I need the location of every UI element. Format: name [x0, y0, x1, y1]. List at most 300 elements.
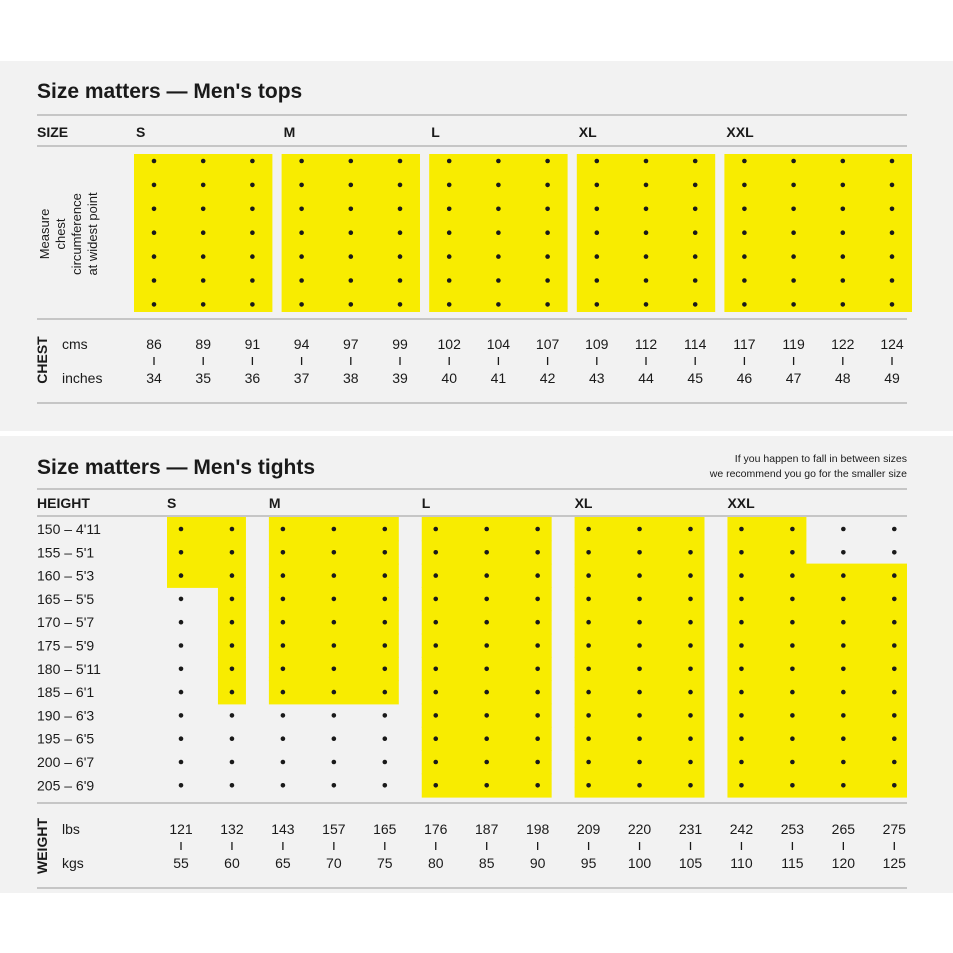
tights-dot: [688, 690, 693, 695]
tights-dot: [892, 573, 897, 578]
tights-dot: [841, 550, 846, 555]
lbs-value: 157: [322, 821, 346, 837]
height-label: 205 – 6'9: [37, 777, 95, 794]
tights-dot: [637, 620, 642, 625]
height-label: 185 – 6'1: [37, 684, 95, 701]
tops-dot: [791, 183, 796, 188]
tights-dot: [841, 713, 846, 718]
tops-dot: [841, 207, 846, 212]
tights-dot: [332, 597, 337, 602]
inches-value: 38: [343, 370, 359, 386]
tights-dot: [484, 690, 489, 695]
tights-size-labels: [167, 495, 755, 511]
inches-value: 49: [884, 370, 900, 386]
tights-dot: [892, 760, 897, 765]
tights-dot: [535, 643, 540, 648]
tights-dot: [332, 620, 337, 625]
tights-dot: [383, 597, 388, 602]
kgs-value: 70: [326, 855, 342, 871]
kgs-value: 120: [831, 855, 856, 871]
tops-dot: [545, 302, 550, 307]
tights-region-XXL: [727, 680, 907, 704]
tights-dot: [433, 760, 438, 765]
tops-chest-values: [146, 336, 904, 386]
tops-dot: [250, 302, 255, 307]
tights-dot: [841, 667, 846, 672]
cms-value: 94: [293, 336, 310, 352]
tights-dot: [739, 667, 744, 672]
tops-dot: [201, 302, 206, 307]
tops-dot: [644, 302, 649, 307]
tights-dot: [586, 620, 591, 625]
tights-region-XXL: [727, 750, 907, 774]
tights-dot: [892, 736, 897, 741]
cms-value: 102: [437, 336, 461, 352]
tights-dot: [892, 690, 897, 695]
tops-size-L: L: [431, 124, 440, 140]
tights-dot: [484, 713, 489, 718]
tights-dot: [790, 713, 795, 718]
tights-dot: [383, 667, 388, 672]
cms-value: 114: [684, 336, 707, 352]
kgs-value: 65: [275, 855, 291, 871]
tights-dot: [892, 643, 897, 648]
tops-dot: [545, 183, 550, 188]
tights-dot: [281, 667, 286, 672]
tights-dot: [637, 713, 642, 718]
tops-dot: [644, 254, 649, 259]
tights-dot: [179, 667, 184, 672]
kgs-value: 90: [529, 855, 546, 871]
note-line-2: we recommend you go for the smaller size: [709, 468, 907, 480]
tops-dot: [447, 230, 452, 235]
tights-dot: [841, 760, 846, 765]
tops-dot: [841, 230, 846, 235]
inches-value: 34: [146, 370, 162, 386]
tops-dot: [299, 278, 304, 283]
height-label: 195 – 6'5: [37, 730, 95, 747]
tights-dot: [790, 736, 795, 741]
tops-dot: [890, 159, 895, 164]
tights-dot: [332, 783, 337, 788]
note-line-1: If you happen to fall in between sizes: [734, 453, 907, 465]
tights-dot: [383, 736, 388, 741]
tights-dot: [332, 550, 337, 555]
tops-dot: [349, 254, 354, 259]
tights-dot: [739, 597, 744, 602]
tops-size-XXL: XXL: [726, 124, 754, 140]
lbs-value: 231: [678, 821, 703, 837]
tights-region-XXL: [727, 657, 907, 681]
kgs-value: 75: [377, 855, 393, 871]
tops-dot: [250, 207, 255, 212]
weight-label: WEIGHT: [34, 818, 50, 874]
inches-value: 48: [835, 370, 851, 386]
height-label: 155 – 5'1: [37, 544, 95, 561]
tights-dot: [281, 736, 286, 741]
tights-dot: [179, 643, 184, 648]
measure-line-1: Measure: [37, 208, 52, 260]
inches-value: 43: [589, 370, 605, 386]
tights-dot: [230, 643, 235, 648]
tights-dot: [535, 736, 540, 741]
inches-value: 37: [293, 370, 310, 386]
tights-dot: [586, 573, 591, 578]
tops-dot: [447, 302, 452, 307]
tights-dot: [586, 760, 591, 765]
tights-dot: [688, 550, 693, 555]
tights-dot: [484, 527, 489, 532]
tights-dot: [230, 667, 235, 672]
tops-dot: [791, 207, 796, 212]
tights-dot: [332, 667, 337, 672]
tops-dot: [693, 183, 698, 188]
tops-dot: [496, 207, 501, 212]
tights-dot: [332, 736, 337, 741]
tops-dot: [496, 278, 501, 283]
tops-dot: [742, 159, 747, 164]
tights-dot: [739, 527, 744, 532]
tights-dot: [484, 597, 489, 602]
tights-dot: [230, 690, 235, 695]
tights-dot: [281, 760, 286, 765]
lbs-value: 275: [882, 821, 906, 837]
tops-dot: [398, 302, 403, 307]
tights-region-XXL: [727, 773, 907, 797]
tights-dot: [688, 643, 693, 648]
tights-dot: [739, 783, 744, 788]
tights-size-regions: [167, 517, 907, 798]
tights-dot: [841, 620, 846, 625]
tops-dot: [693, 254, 698, 259]
tights-dot: [179, 783, 184, 788]
tights-dot: [841, 736, 846, 741]
inches-value: 41: [490, 370, 507, 386]
tops-dot: [742, 254, 747, 259]
tops-dot: [545, 278, 550, 283]
tops-dot: [545, 159, 550, 164]
cms-label: cms: [62, 336, 88, 352]
tops-dot: [447, 207, 452, 212]
tops-dot: [496, 254, 501, 259]
tights-dot: [332, 527, 337, 532]
tops-dot: [299, 230, 304, 235]
tights-dot: [739, 690, 744, 695]
tops-dot: [791, 278, 796, 283]
tops-dot: [201, 254, 206, 259]
tights-dot: [892, 667, 897, 672]
tops-dot: [496, 159, 501, 164]
tights-dot: [790, 550, 795, 555]
tights-dot: [892, 597, 897, 602]
tights-dot: [586, 713, 591, 718]
tops-dot: [152, 207, 157, 212]
tops-dot: [250, 254, 255, 259]
tights-dot: [230, 527, 235, 532]
tights-dot: [688, 620, 693, 625]
tights-dot: [637, 760, 642, 765]
tights-dot: [179, 690, 184, 695]
tights-dot: [484, 760, 489, 765]
tops-dot: [398, 207, 403, 212]
tights-dot: [637, 783, 642, 788]
tights-dot: [637, 690, 642, 695]
cms-value: 112: [634, 336, 658, 352]
tights-dot: [281, 783, 286, 788]
tights-dot: [535, 620, 540, 625]
tights-dot: [790, 783, 795, 788]
tops-dot: [545, 254, 550, 259]
tights-dot: [281, 597, 286, 602]
tops-dot: [447, 254, 452, 259]
tights-dot: [332, 573, 337, 578]
lbs-value: 220: [627, 821, 652, 837]
tights-dot: [790, 690, 795, 695]
tights-dot: [230, 550, 235, 555]
tops-dot: [349, 207, 354, 212]
tights-dot: [281, 643, 286, 648]
tights-dot: [739, 643, 744, 648]
inches-label: inches: [62, 370, 103, 386]
tops-dot: [644, 278, 649, 283]
cms-value: 119: [782, 336, 805, 352]
tops-dot: [890, 230, 895, 235]
tights-region-XXL: [727, 564, 907, 588]
tops-dot: [742, 183, 747, 188]
tops-dot: [496, 302, 501, 307]
tights-dot: [688, 783, 693, 788]
tights-dot: [586, 643, 591, 648]
tights-size-XXL: XXL: [727, 495, 755, 511]
tops-dot: [644, 207, 649, 212]
measure-line-4: at widest point: [85, 192, 100, 276]
lbs-value: 176: [424, 821, 448, 837]
tights-dot: [230, 736, 235, 741]
lbs-value: 132: [220, 821, 244, 837]
tops-size-S: S: [136, 124, 146, 140]
tights-dot: [586, 690, 591, 695]
inches-value: 42: [539, 370, 556, 386]
inches-value: 45: [687, 370, 703, 386]
tops-dot: [841, 254, 846, 259]
tops-dot: [250, 183, 255, 188]
cms-value: 99: [392, 336, 408, 352]
tights-dot: [586, 783, 591, 788]
tights-dot: [433, 527, 438, 532]
kgs-value: 85: [478, 855, 495, 871]
tights-dot: [841, 597, 846, 602]
tights-dot: [433, 573, 438, 578]
tops-dot: [841, 183, 846, 188]
kgs-value: 95: [580, 855, 597, 871]
cms-value: 124: [880, 336, 904, 352]
tights-dot: [739, 550, 744, 555]
tops-dot: [201, 278, 206, 283]
tops-dot: [890, 207, 895, 212]
tops-dot: [201, 230, 206, 235]
lbs-value: 143: [271, 821, 295, 837]
tops-dot: [693, 207, 698, 212]
tights-dot: [433, 783, 438, 788]
tops-dot: [398, 159, 403, 164]
tights-dot: [179, 760, 184, 765]
tops-dot: [152, 183, 157, 188]
tights-dot: [535, 597, 540, 602]
tights-dot: [535, 550, 540, 555]
tops-dot: [791, 254, 796, 259]
tops-dot: [742, 302, 747, 307]
height-label: 170 – 5'7: [37, 614, 95, 631]
inches-value: 36: [244, 370, 261, 386]
tops-dot: [693, 230, 698, 235]
tights-dot: [739, 573, 744, 578]
tops-dot: [890, 278, 895, 283]
tops-dot: [349, 302, 354, 307]
tops-dot: [250, 230, 255, 235]
tops-block-XXL: [724, 154, 912, 312]
tights-dot: [688, 760, 693, 765]
tights-dot: [179, 527, 184, 532]
tops-dot: [349, 159, 354, 164]
tights-dot: [688, 527, 693, 532]
tights-dot: [586, 736, 591, 741]
tops-dot: [693, 278, 698, 283]
tops-dot: [152, 230, 157, 235]
cms-value: 117: [733, 336, 756, 352]
kgs-value: 110: [730, 855, 753, 871]
tops-dot: [201, 159, 206, 164]
tights-dot: [179, 550, 184, 555]
kgs-value: 55: [173, 855, 189, 871]
tights-dot: [790, 643, 795, 648]
tights-dot: [637, 643, 642, 648]
tights-dot: [179, 736, 184, 741]
tops-dot: [152, 302, 157, 307]
tights-dot: [841, 527, 846, 532]
tops-dot: [595, 230, 600, 235]
tights-dot: [739, 713, 744, 718]
tops-dot: [201, 183, 206, 188]
tights-dot: [484, 620, 489, 625]
tops-dot: [595, 302, 600, 307]
tights-dot: [281, 690, 286, 695]
height-label: 160 – 5'3: [37, 567, 95, 584]
tops-dot: [644, 183, 649, 188]
tops-size-M: M: [283, 124, 296, 140]
tights-dot: [637, 550, 642, 555]
cms-value: 86: [146, 336, 162, 352]
tights-dot: [332, 643, 337, 648]
tights-dot: [230, 760, 235, 765]
tops-dot: [447, 159, 452, 164]
tops-dot: [595, 278, 600, 283]
tights-dot: [484, 736, 489, 741]
tights-dot: [433, 597, 438, 602]
tops-dot: [841, 159, 846, 164]
measure-line-2: chest: [53, 218, 68, 250]
tights-size-L: L: [421, 495, 431, 511]
tights-region-XXL: [727, 727, 907, 751]
tights-dot: [484, 667, 489, 672]
kgs-value: 100: [627, 855, 652, 871]
cms-value: 122: [831, 336, 855, 352]
tops-dot: [398, 230, 403, 235]
tops-dot: [545, 230, 550, 235]
height-label: 190 – 6'3: [37, 707, 95, 724]
tops-dot: [349, 183, 354, 188]
tops-dot: [841, 302, 846, 307]
lbs-value: 242: [729, 821, 754, 837]
inches-value: 40: [441, 370, 457, 386]
kgs-value: 80: [427, 855, 444, 871]
tights-dot: [332, 760, 337, 765]
tops-dot: [890, 183, 895, 188]
tops-dot: [250, 159, 255, 164]
tights-dot: [281, 573, 286, 578]
tops-dot: [791, 302, 796, 307]
tights-dot: [790, 620, 795, 625]
tights-dot: [383, 620, 388, 625]
inches-value: 46: [736, 370, 753, 386]
tights-dot: [535, 527, 540, 532]
kgs-value: 115: [781, 855, 804, 871]
tops-dot: [890, 302, 895, 307]
tops-dot: [299, 207, 304, 212]
measure-label: [37, 192, 100, 275]
lbs-value: 265: [831, 821, 856, 837]
tights-dot: [739, 760, 744, 765]
tights-dot: [230, 783, 235, 788]
height-labels: [37, 521, 101, 793]
tights-dot: [637, 736, 642, 741]
lbs-value: 198: [525, 821, 550, 837]
tights-dot: [383, 713, 388, 718]
tights-dot: [586, 527, 591, 532]
tops-dot: [349, 278, 354, 283]
tights-dot: [892, 550, 897, 555]
tights-dot: [433, 736, 438, 741]
inches-value: 35: [195, 370, 211, 386]
tights-chart: [34, 453, 907, 888]
tights-dot: [688, 573, 693, 578]
cms-value: 97: [343, 336, 359, 352]
lbs-label: lbs: [62, 821, 80, 837]
tights-dot: [484, 643, 489, 648]
tights-dot: [892, 713, 897, 718]
tops-dot: [299, 254, 304, 259]
tights-dot: [332, 713, 337, 718]
tops-dot: [152, 159, 157, 164]
tops-dot: [693, 159, 698, 164]
tights-dot: [383, 783, 388, 788]
tights-dot: [179, 620, 184, 625]
tights-dot: [383, 527, 388, 532]
tights-dot: [433, 713, 438, 718]
tops-dot: [742, 278, 747, 283]
tops-dot: [152, 278, 157, 283]
inches-value: 44: [638, 370, 654, 386]
tights-dot: [637, 573, 642, 578]
tops-dot: [398, 183, 403, 188]
kgs-value: 60: [224, 855, 240, 871]
tights-weight-values: [169, 821, 906, 871]
measure-line-3: circumference: [69, 193, 84, 275]
tights-dot: [383, 550, 388, 555]
tights-dot: [281, 620, 286, 625]
tights-dot: [484, 783, 489, 788]
tights-dot: [179, 573, 184, 578]
lbs-value: 165: [373, 821, 397, 837]
